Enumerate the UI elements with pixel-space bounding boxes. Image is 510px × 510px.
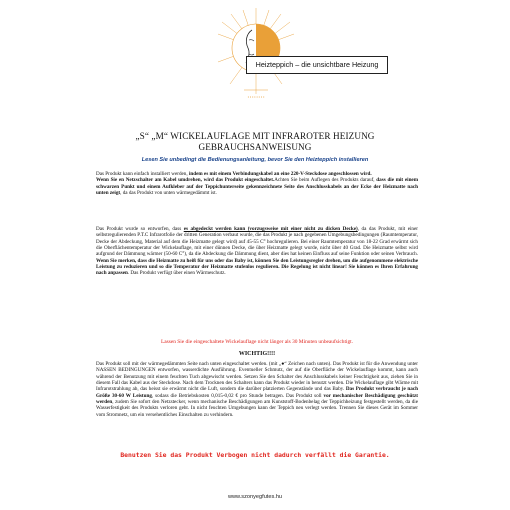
p1-bold-3: dass die mit einem schwarzen Punkt und einem Aufkleber auf der Teppichunterseite gekennzeichnete Seite des Anschlusskabels an der Ecke der Heizmatte nach unten zeigt <box>96 177 418 197</box>
subtitle-instruction: Lesen Sie unbedingt die Bedienungsanleitung, bevor Sie den Heizteppich installieren <box>141 157 369 163</box>
page-title <box>40 131 470 153</box>
p2-bold-1: Wenn Sie merken, dass die Heizmatte zu heiß für uns oder das Baby ist, können Sie den Leistungsregler drehen, um die aufgenommene elektrische Leistung zu reduzieren und so die Temperatur der Heizmatte stufenlos regulieren. Die Regelung ist nicht linear! Sie können es Ihren Erfahrung nach anpassen <box>96 257 418 277</box>
title-line-1: „S“ „M“ WICKELAUFLAGE MIT INFRAROTER HEIZUNG <box>135 131 375 141</box>
p1-text-3: , da das Produkt von unten wärmegedämmt ist. <box>120 190 217 197</box>
svg-text:• • • • • • • •: • • • • • • • • <box>247 95 265 99</box>
p3-bold-2: vor mechanischer Beschädigung geschützt werden <box>96 392 419 406</box>
header-tagline: Heizteppich – die unsichtbare Heizung <box>246 56 388 74</box>
p3-text-2: , sodass die Betriebskosten 0,015-0,02 € pro Stunde betragen. Das Produkt soll <box>151 392 324 399</box>
important-heading: WICHTIG!!!! <box>238 351 276 357</box>
p2-bold-underline: es abgedeckt werden kann (vorzugsweise mit einer nicht zu dicken Decke) <box>183 226 358 232</box>
p2-text-2: , da das Produkt, mit einer selbstregulierenden P.T.C Infrarotfolie der dritten Generation verbaut wurde, die das Produkt je nach gegebenen Umgebungsbedingungen (Raumtemperatur, Decke der Abdeckung, Material auf dem die Heizmatte gelegt wird) auf 45-55 C° hochregulieren. Bei einer Raumtemperatur von 18-22 Grad erwärmt sich die Oberflächentemperatur der Wickelauflage, mit einer dünnen Decke, die über Heizmatte gelegt wurde, nicht über 40 Grad. Die Heizmatte selbst wird aufgrund der Dämmung wärmer (50-60 C°), da die Abdeckung die Dämmung dient, aber dies hat keinen Einfluss auf seine Funktion oder seinen Verbrauch. <box>96 226 418 258</box>
paragraph-installation <box>96 171 418 196</box>
red-warning: Lassen Sie die eingeschaltete Wickelauflage nicht länger als 30 Minuten unbeaufsichtigt. <box>160 339 354 345</box>
paragraph-important <box>96 361 418 418</box>
p1-bold-1: indem es mit einem Verbindungskabel an eine 220-V-Steckdose angeschlossen wird. <box>188 171 372 177</box>
p2-text-3: . Das Produkt verfügt über einen Wärmeschutz. <box>127 270 226 277</box>
p2-text-1: Das Produkt wurde so entworfen, dass <box>96 226 184 232</box>
footer-url: www.szonyegfutes.hu <box>227 494 283 500</box>
p3-text-1: Das Produkt soll mit der wärmegedämmten Seite nach unten eingeschaltet werden. (mit „●“ Zeichen nach unten). Das Produkt ist für die Anwendung unter NASSEN BEDINGUNGEN entworfen, wasserdichte Ausführung. Eventueller Schmutz, der auf die Oberfläche der Wickelauflage kommt, kann auch während der Benutzung mit einem feuchten Tuch abgewischt werden. Setzen Sie den Schalter des Anschlusskabels keiner Feuchtigkeit aus, ziehen Sie in diesem Fall das Kabel aus der Steckdose. Nach dem Trocknen des Schalters kann das Produkt wieder in benutzt werden. Die Wickelauflage gibt Wärme mit Infrarotstrahlung ab, das heisst sie erwärmt nicht die Luft, sondern die darüber platzierten Gegenstände und das Baby. <box>96 361 418 393</box>
p1-text-1: Das Produkt kann einfach installiert werden, <box>96 171 189 177</box>
p3-bold-1: Das Produkt verbraucht je nach Größe 30-60 W Leistung <box>96 386 418 399</box>
paragraph-design <box>96 226 418 277</box>
p3-text-3: , zudem Sie sofort den Netzstecker, wenn mechanische Beschädigungen am Kunststoff-Bodenbelag der Teppichheizung festgestellt werden, da die Wasserfestigkeit des Produkts verloren geht. In nicht feuchten Umgebungen kann der Teppich neu verlegt werden. Trennen Sie dieses Gerät im Sommer vom Stromnetz, um ein versehentliches Einschalten zu verhindern. <box>96 399 418 418</box>
title-line-2: GEBRAUCHSANWEISUNG <box>198 142 312 152</box>
guarantee-warning: Benutzen Sie das Produkt Verbogen nicht dadurch verfällt die Garantie. <box>120 451 390 459</box>
p1-bold-2: Wenn Sie en Netzschalter am Kabel umdrehen, wird das Produkt eingeschaltet. <box>96 177 275 184</box>
p1-text-2: Achten Sie beim Auflegen des Produkts darauf, <box>274 177 377 184</box>
